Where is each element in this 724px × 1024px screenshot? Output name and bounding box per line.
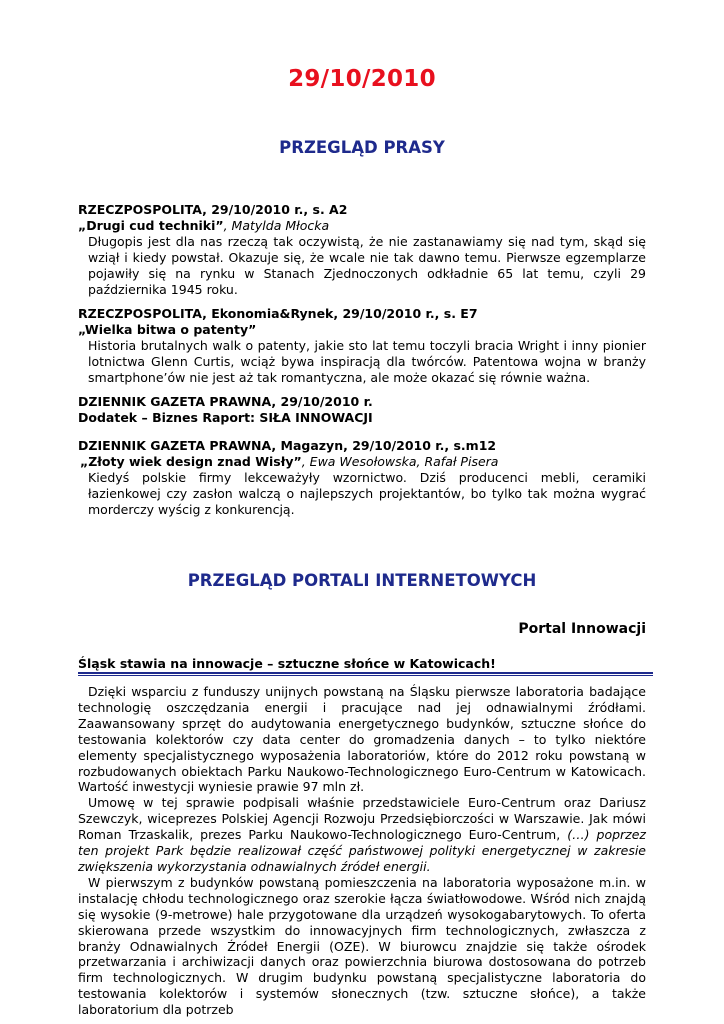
- press-title: „Drugi cud techniki”: [78, 218, 224, 233]
- report-date: 29/10/2010: [288, 66, 436, 92]
- title-underline-thin: [78, 675, 653, 676]
- press-title-line: [78, 218, 646, 234]
- press-description: Długopis jest dla nas rzeczą tak oczywistą, że nie zastanawiamy się nad tym, skąd się wziął i kiedy powstał. Okazuje się, że wcale nie tak dawno temu. Pierwsze egzemplarze pojawiły się na rynku w Stanach Zjednoczonych odkładnie 65 lat temu, czyli 29 października 1945 roku.: [88, 234, 646, 297]
- article-quote: (…) poprzez ten projekt Park będzie realizował część państwowej polityki energetycznej w zakresie zwiększenia wykorzystania odnawialnych źródeł energii.: [78, 827, 646, 874]
- portal-name: Portal Innowacji: [518, 621, 646, 637]
- press-item: [78, 438, 646, 518]
- press-title-line: [78, 454, 646, 470]
- article-paragraph: Dzięki wsparciu z funduszy unijnych powstaną na Śląsku pierwsze laboratoria badające technologię oszczędzania energii i pracujące nad jej odnawialnymi źródłami. Zaawansowany sprzęt do audytowania energetycznego budynków, sztuczne słońce do testowania kolektorów czy data center do gromadzenia danych – to tylko niektóre elementy specjalistycznego wyposażenia laboratoriów, które do 2012 roku powstaną w rozbudowanych obiektach Parku Naukowo-Technologicznego Euro-Centrum w Katowicach. Wartość inwestycji wyniesie prawie 97 mln zł.: [78, 684, 646, 795]
- press-subtitle: Dodatek – Biznes Raport: SIŁA INNOWACJI: [78, 410, 373, 425]
- article-paragraph: W pierwszym z budynków powstaną pomieszczenia na laboratoria wyposażone m.in. w instalację chłodu technologicznego oraz szerokie łącza światłowodowe. Wśród nich znajdą się wysokie (9-metrowe) hale przygotowane dla urządzeń wysokogabarytowych. To oferta skierowana przede wszystkim do innowacyjnych firm technologicznych, zwłaszcza z branży Odnawialnych Źródeł Energii (OZE). W biurowcu znajdzie się także ośrodek przetwarzania i archiwizacji danych oraz powierzchnia biurowa dostosowana do potrzeb firm technologicznych. W drugim budynku powstaną specjalistyczne laboratoria do testowania kolektorów i systemów słonecznych (tzw. sztuczne słońce), a także laboratorium dla potrzeb: [78, 874, 646, 1018]
- press-title: „Wielka bitwa o patenty”: [78, 322, 257, 337]
- portals-heading: PRZEGLĄD PORTALI INTERNETOWYCH: [187, 571, 537, 590]
- press-title-line: [78, 322, 646, 338]
- article-body: [78, 684, 646, 1018]
- press-item: [78, 202, 646, 298]
- press-author: , Matylda Młocka: [223, 218, 330, 233]
- press-description: Historia brutalnych walk o patenty, jakie sto lat temu toczyli bracia Wright i inny pionier lotnictwa Glenn Curtis, wciąż bywa inspiracją dla twórców. Patentowa wojna w branży smartphone’ów nie jest aż tak romantyczna, ale może okazać się równie ważna.: [88, 338, 646, 385]
- article-title: Śląsk stawia na innowacje – sztuczne słońce w Katowicach!: [78, 656, 496, 671]
- article-paragraph: [78, 795, 646, 875]
- press-source: DZIENNIK GAZETA PRAWNA, 29/10/2010 r.: [78, 394, 373, 409]
- press-title: „Złoty wiek design znad Wisły”: [80, 454, 302, 469]
- title-underline: [78, 672, 653, 674]
- article-text: Umowę w tej sprawie podpisali właśnie przedstawiciele Euro-Centrum oraz Dariusz Szewczyk, wiceprezes Polskiej Agencji Rozwoju Przedsiębiorczości w Warszawie. Jak mówi Roman Trzaskalik, prezes Parku Naukowo-Technologicznego Euro-Centrum,: [78, 795, 646, 843]
- press-item: [78, 394, 646, 426]
- press-source: DZIENNIK GAZETA PRAWNA, Magazyn, 29/10/2010 r., s.m12: [78, 438, 497, 453]
- press-source: RZECZPOSPOLITA, Ekonomia&Rynek, 29/10/2010 r., s. E7: [78, 306, 478, 321]
- press-description: Kiedyś polskie firmy lekceważyły wzornictwo. Dziś producenci mebli, ceramiki łazienkowej czy zasłon walczą o najlepszych projektantów, bo tylko tak można wygrać morderczy wyścig z konkurencją.: [88, 470, 646, 517]
- press-item: [78, 306, 646, 386]
- press-source: RZECZPOSPOLITA, 29/10/2010 r., s. A2: [78, 202, 348, 217]
- press-heading: PRZEGLĄD PRASY: [279, 138, 445, 157]
- press-author: , Ewa Wesołowska, Rafał Pisera: [301, 454, 499, 469]
